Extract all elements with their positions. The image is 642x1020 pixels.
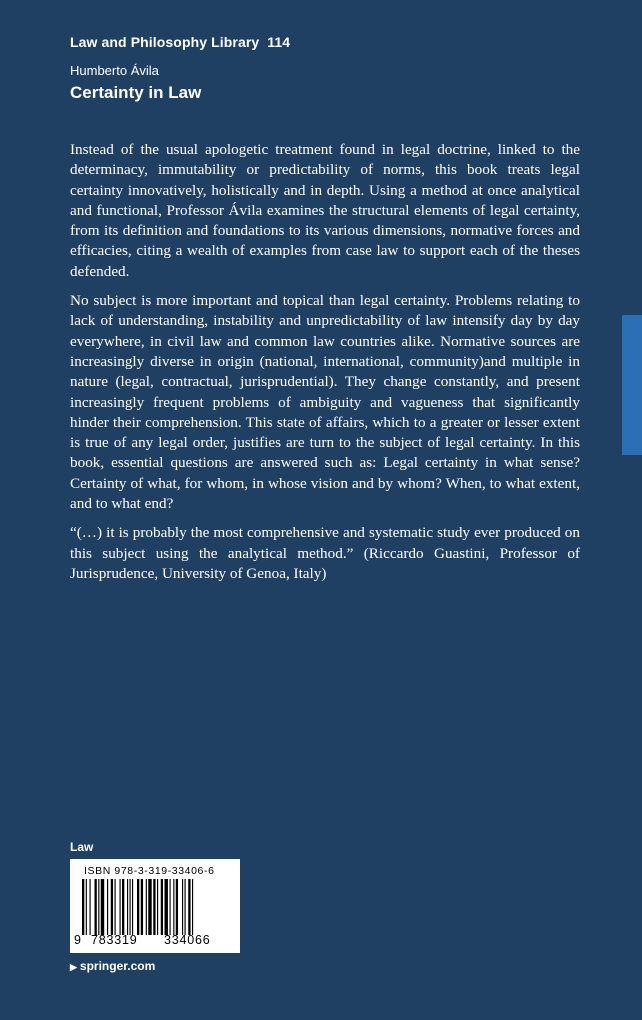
isbn-barcode [70,859,240,953]
barcode-left-digits: 783319 [91,933,138,947]
blurb-quote: “(…) it is probably the most comprehensive and systematic study ever produced on this subject using the analytical method.” (Riccardo Guastini, Professor of Jurisprudence, University of Genoa, Italy) [70,524,580,582]
series-line [70,34,290,50]
subject-label: Law [70,840,94,854]
arrow-right-icon: ▶ [70,962,77,972]
publisher-url: springer.com [79,959,156,973]
book-title: Certainty in Law [70,83,202,102]
blurb-paragraph-2: No subject is more important and topical than legal certainty. Problems relating to lack of understanding, instability and unpredictability of law intensify day by day everywhere, in civil law and common law countries alike. Normative sources are increasingly diverse in origin (national, international, community)and multiple in nature (legal, contractual, jurisprudential). They change constantly, and present increasingly frequent problems of ambiguity and vagueness that significantly hinder their comprehension. This state of affairs, which to a greater or lesser extent is true of any legal order, justifies are turn to the subject of legal certainty. In this book, essential questions are answered such as: Legal certainty in what sense? Certainty of what, for whom, in whose vision and by whom? When, to what extent, and to what end? [70,292,580,513]
blurb [70,140,580,593]
isbn-text: ISBN 978-3-319-33406-6 [84,865,215,877]
series-number: 114 [267,34,291,50]
barcode-lead-digit: 9 [74,933,82,947]
accent-tab [622,315,642,455]
series-name: Law and Philosophy Library [70,34,260,50]
author-name: Humberto Ávila [70,63,159,78]
barcode-bars [80,879,230,935]
barcode-right-digits: 334066 [164,933,211,947]
blurb-paragraph-1: Instead of the usual apologetic treatment found in legal doctrine, linked to the determinacy, immutability or predictability of norms, this book treats legal certainty innovatively, holistically and in depth. Using a method at once analytical and functional, Professor Ávila examines the structural elements of legal certainty, from its definition and foundations to its various dimensions, normative forces and efficacies, citing a wealth of examples from case law to support each of the theses defended. [70,141,580,280]
publisher-link[interactable] [70,959,155,973]
